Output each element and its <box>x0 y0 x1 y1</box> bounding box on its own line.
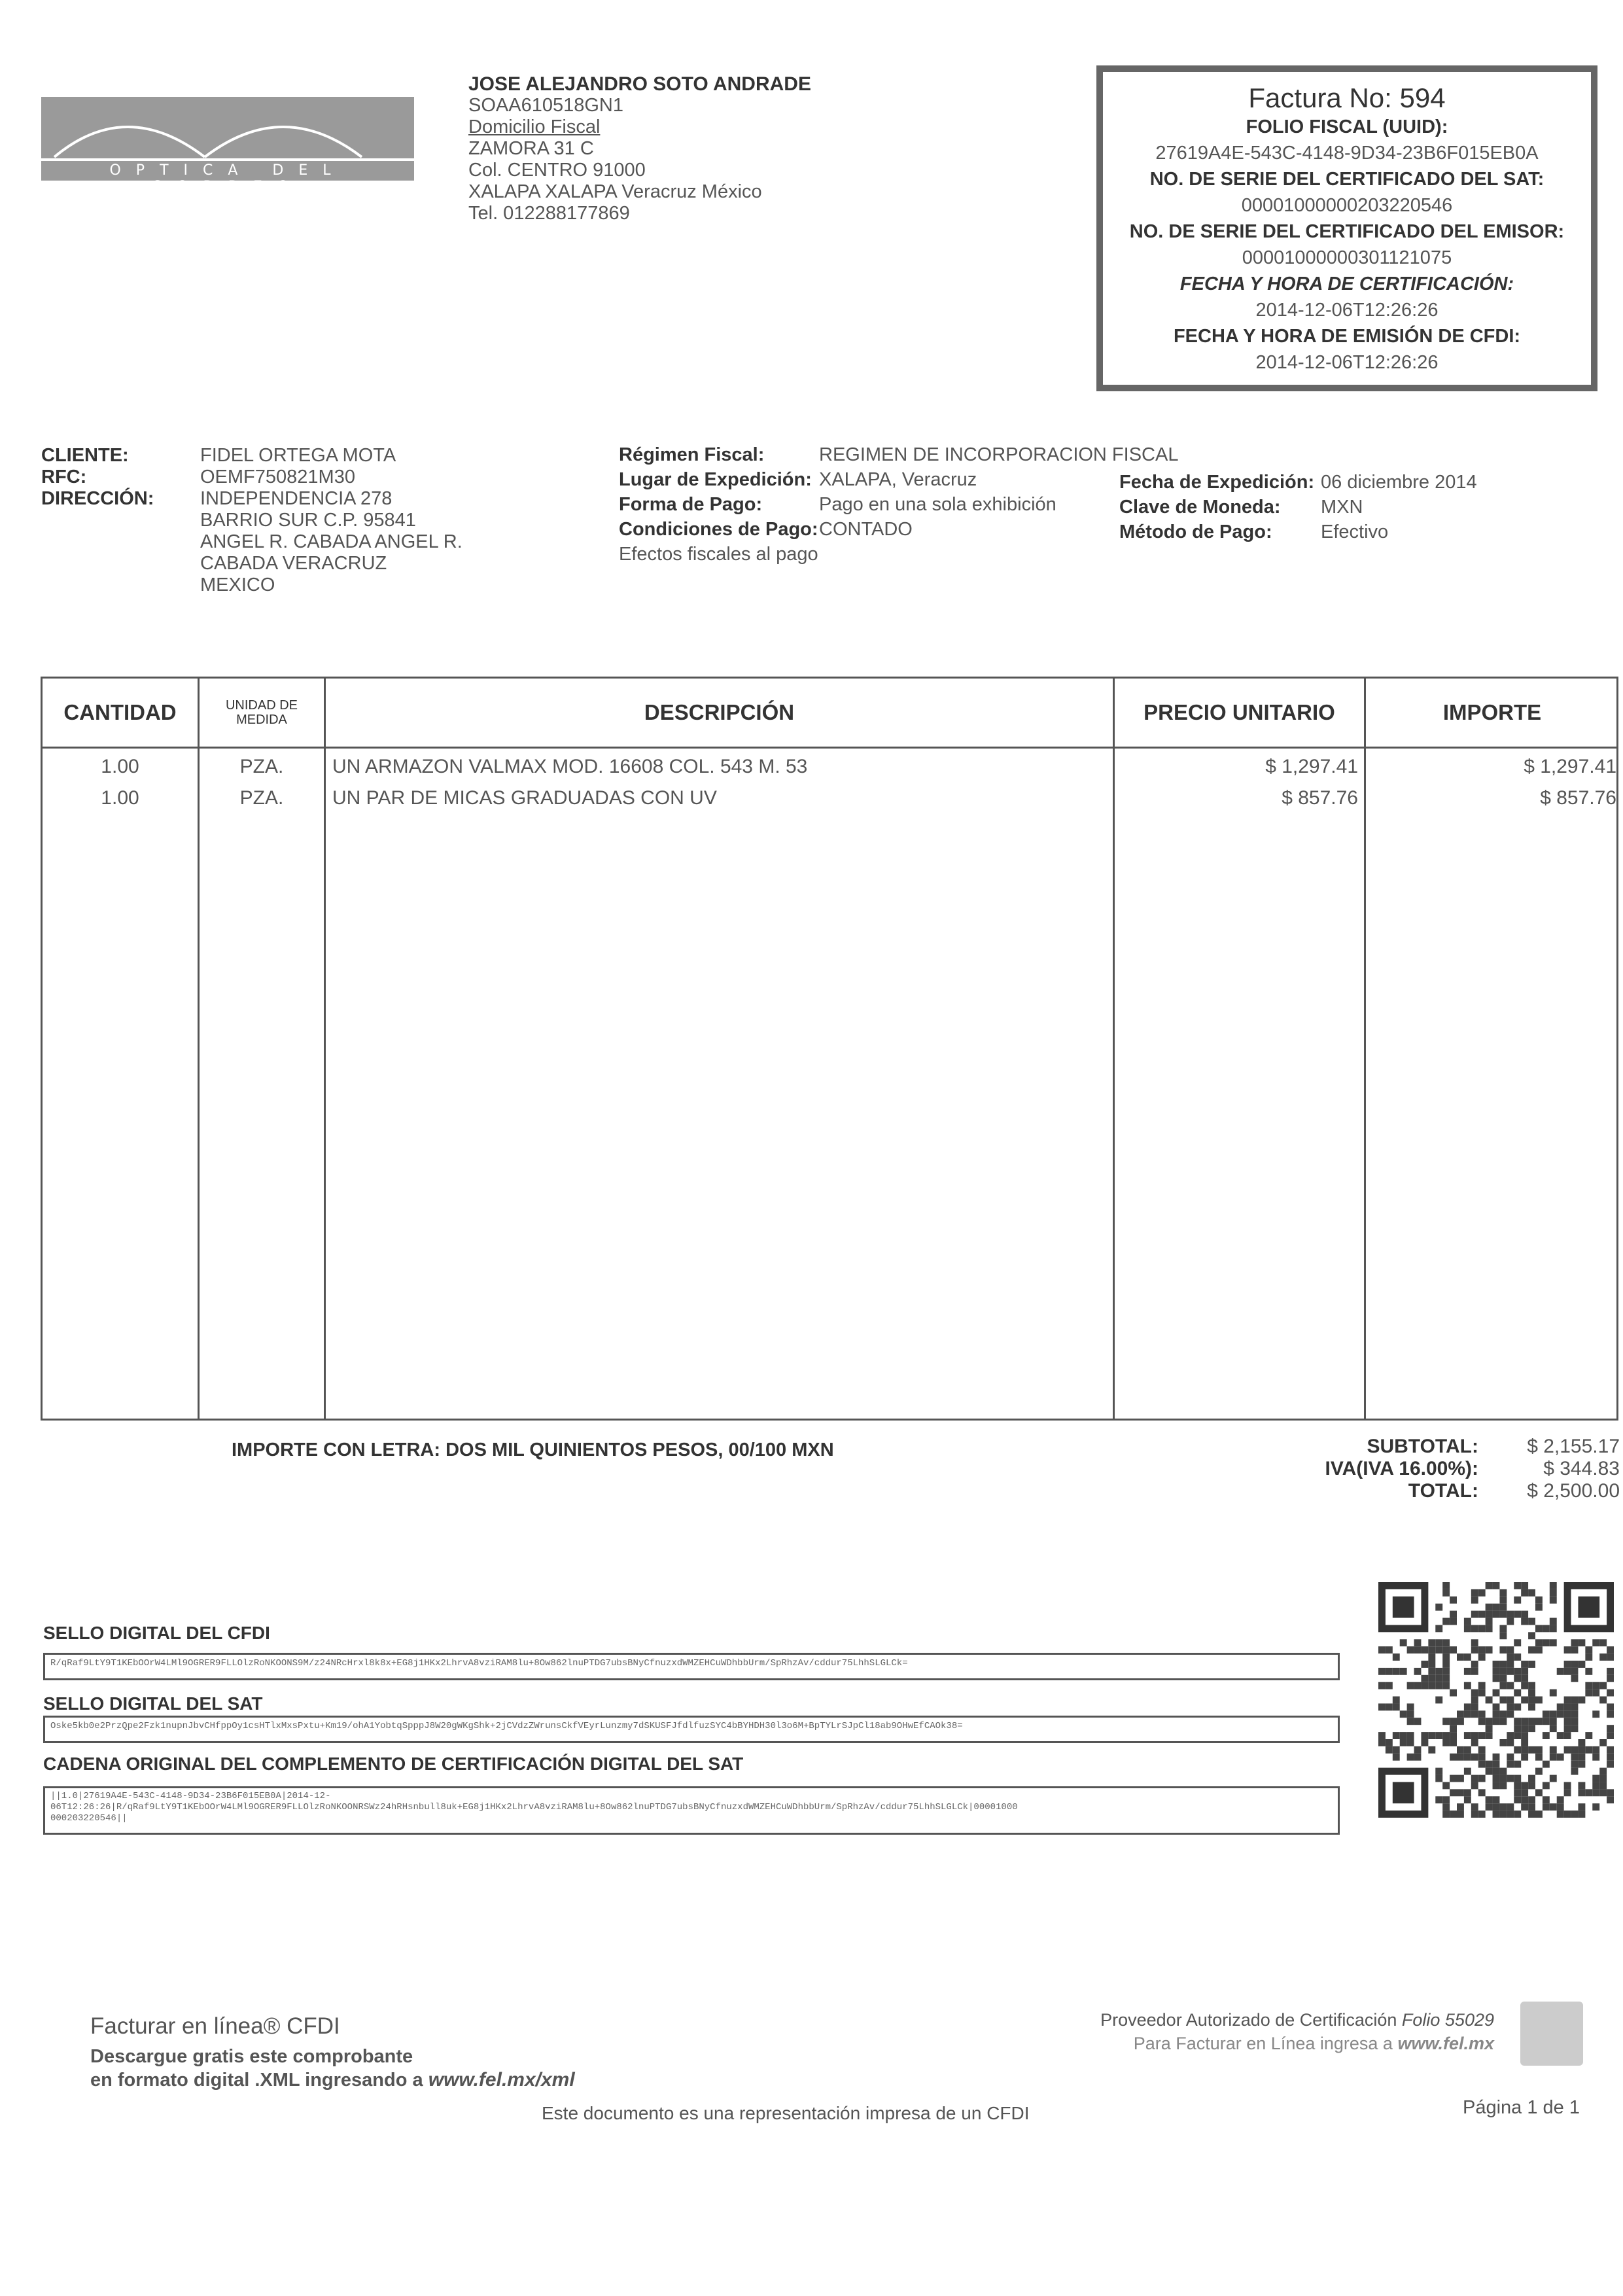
cadena-text: 000203220546|| <box>50 1813 128 1824</box>
col-header-precio: PRECIO UNITARIO <box>1143 700 1335 724</box>
sello-cfdi-box <box>43 1653 1340 1680</box>
issuer-domicilio-label: Domicilio Fiscal <box>468 116 601 137</box>
page-number: Página 1 de 1 <box>1463 2097 1580 2118</box>
cadena-original-label: CADENA ORIGINAL DEL COMPLEMENTO DE CERTIFICACIÓN DIGITAL DEL SAT <box>43 1754 744 1774</box>
cliente-label: CLIENTE: <box>41 445 129 466</box>
client-values <box>200 445 462 596</box>
subtotal-value: $ 2,155.17 <box>1527 1436 1620 1457</box>
fel-site-link[interactable]: www.fel.mx <box>1397 2034 1494 2053</box>
client-address-line: BARRIO SUR C.P. 95841 <box>200 510 416 531</box>
issuer-colonia: Col. CENTRO 91000 <box>468 160 646 181</box>
sat-cert-label: NO. DE SERIE DEL CERTIFICADO DEL SAT: <box>1149 169 1544 190</box>
cell-importe: $ 857.76 <box>1540 787 1616 809</box>
issuer-tel: Tel. 012288177869 <box>468 203 630 224</box>
items-table <box>41 677 1618 1421</box>
efectos-fiscales: Efectos fiscales al pago <box>619 544 818 565</box>
importe-letra-label: IMPORTE CON LETRA: <box>232 1439 440 1460</box>
cadena-original-box <box>43 1786 1340 1835</box>
issuer-city: XALAPA XALAPA Veracruz México <box>468 181 762 202</box>
provider-line2-text: Para Facturar en Línea ingresa a <box>1133 2034 1393 2053</box>
fecha-value: 06 diciembre 2014 <box>1321 472 1477 493</box>
fel-subtitle <box>90 2045 575 2092</box>
moneda-value: MXN <box>1321 497 1363 518</box>
uuid-value: 27619A4E-543C-4148-9D34-23B6F015EB0A <box>1155 143 1539 164</box>
emisor-cert-label: NO. DE SERIE DEL CERTIFICADO DEL EMISOR: <box>1129 221 1565 242</box>
col-header-importe: IMPORTE <box>1442 700 1542 724</box>
cell-cantidad: 1.00 <box>101 787 139 809</box>
uuid-label: FOLIO FISCAL (UUID): <box>1246 116 1448 137</box>
sello-sat-box <box>43 1716 1340 1743</box>
forma-value: Pago en una sola exhibición <box>819 494 1056 515</box>
cell-descripcion: UN PAR DE MICAS GRADUADAS CON UV <box>332 787 717 809</box>
condiciones-value: CONTADO <box>819 519 913 540</box>
client-address-line: CABADA VERACRUZ <box>200 553 387 574</box>
issuer-name: JOSE ALEJANDRO SOTO ANDRADE <box>468 73 811 95</box>
cadena-text: 06T12:26:26|R/qRaf9LtY9T1KEbOOrW4LMl9OGRER9FLLOlzRoNKOONRSWz24hRHsnbull8uk+EG8j1HKx2LhrvA8vziRAM8lu+8Ow862lnuPTDG7ubsBNyCfnuzxdWMZEHCuWDhbbUrm/SpRhzAv/cddur75LhhSLGLCk|00001000 <box>50 1802 1018 1812</box>
fiscal-info-box <box>1096 65 1597 391</box>
fel-line2 <box>90 2068 575 2092</box>
company-logo <box>41 97 414 195</box>
details-labels <box>619 442 818 567</box>
importe-letra-value: DOS MIL QUINIENTOS PESOS, 00/100 MXN <box>445 1439 834 1460</box>
col-header-unidad: UNIDAD DE MEDIDA <box>225 698 298 727</box>
iva-label: IVA(IVA 16.00%): <box>1325 1458 1478 1479</box>
iva-value: $ 344.83 <box>1543 1458 1620 1479</box>
rfc-label: RFC: <box>41 467 87 487</box>
qr-code-icon <box>1378 1582 1614 1818</box>
provider-info <box>994 2008 1494 2055</box>
cell-unidad: PZA. <box>239 787 284 809</box>
direccion-label: DIRECCIÓN: <box>41 488 154 509</box>
sat-cert-value: 00001000000203220546 <box>1241 195 1453 216</box>
cell-descripcion: UN ARMAZON VALMAX MOD. 16608 COL. 543 M. 53 <box>332 756 808 777</box>
cell-precio: $ 1,297.41 <box>1265 756 1358 777</box>
client-rfc: OEMF750821M30 <box>200 467 355 487</box>
sello-cfdi-text: R/qRaf9LtY9T1KEbOOrW4LMl9OGRER9FLLOlzRoNKOONS9M/z24NRcHrxl8k8x+EG8j1HKx2LhrvA8vziRAM8lu+8Ow862lnuPTDG7ubsBNyCfnuzxdWMZEHCuWDhbbUrm/SpRhzAv/cddur75LhhSLGLCk= <box>50 1658 908 1669</box>
cell-cantidad: 1.00 <box>101 756 139 777</box>
cert-date-value: 2014-12-06T12:26:26 <box>1255 300 1439 321</box>
metodo-value: Efectivo <box>1321 521 1389 542</box>
invoice-number: Factura No: 594 <box>1248 82 1446 113</box>
emision-date-label: FECHA Y HORA DE EMISIÓN DE CFDI: <box>1173 326 1521 347</box>
sello-sat-label: SELLO DIGITAL DEL SAT <box>43 1693 263 1714</box>
regimen-value: REGIMEN DE INCORPORACION FISCAL <box>819 444 1179 465</box>
cadena-text: ||1.0|27619A4E-543C-4148-9D34-23B6F015EB0A|2014-12- <box>50 1791 331 1801</box>
emisor-cert-value: 00001000000301121075 <box>1242 247 1452 268</box>
fel-xml-link[interactable]: www.fel.mx/xml <box>428 2069 575 2091</box>
client-address-line: ANGEL R. CABADA ANGEL R. <box>200 531 462 552</box>
total-label: TOTAL: <box>1408 1480 1478 1502</box>
issuer-block <box>468 73 811 224</box>
forma-label: Forma de Pago: <box>619 494 763 515</box>
provider-text: Proveedor Autorizado de Certificación <box>1100 2010 1397 2030</box>
provider-line2 <box>994 2032 1494 2055</box>
regimen-label: Régimen Fiscal: <box>619 444 765 465</box>
issuer-street: ZAMORA 31 C <box>468 138 594 159</box>
col-header-cantidad: CANTIDAD <box>63 700 177 724</box>
provider-line1 <box>994 2008 1494 2032</box>
subtotal-label: SUBTOTAL: <box>1367 1436 1478 1457</box>
fel-line1: Descargue gratis este comprobante <box>90 2046 413 2067</box>
client-address-line: INDEPENDENCIA 278 <box>200 488 393 509</box>
details-right-labels <box>1119 470 1314 544</box>
fel-title: Facturar en línea® CFDI <box>90 2013 340 2039</box>
client-labels <box>41 445 154 510</box>
provider-folio: Folio 55029 <box>1401 2010 1494 2030</box>
document-note: Este documento es una representación impresa de un CFDI <box>542 2103 1030 2123</box>
cert-date-label: FECHA Y HORA DE CERTIFICACIÓN: <box>1179 274 1514 294</box>
cell-precio: $ 857.76 <box>1282 787 1358 809</box>
sat-stamp-icon <box>1520 2002 1583 2066</box>
column-divider <box>324 679 326 1419</box>
condiciones-label: Condiciones de Pago: <box>619 519 818 540</box>
issuer-rfc: SOAA610518GN1 <box>468 95 623 116</box>
total-value: $ 2,500.00 <box>1527 1480 1620 1502</box>
importe-letra <box>232 1439 834 1461</box>
moneda-label: Clave de Moneda: <box>1119 497 1281 518</box>
col-header-descripcion: DESCRIPCIÓN <box>644 700 795 724</box>
sello-cfdi-label: SELLO DIGITAL DEL CFDI <box>43 1623 270 1643</box>
fel-line2-text: en formato digital .XML ingresando a <box>90 2070 423 2091</box>
header-divider <box>43 747 1616 749</box>
cell-importe: $ 1,297.41 <box>1524 756 1616 777</box>
lugar-value: XALAPA, Veracruz <box>819 469 977 490</box>
lugar-label: Lugar de Expedición: <box>619 469 812 490</box>
client-name: FIDEL ORTEGA MOTA <box>200 445 396 466</box>
logo-text: OPTICA DEL CORREO <box>109 162 346 195</box>
totals-values <box>1485 1436 1620 1502</box>
metodo-label: Método de Pago: <box>1119 521 1272 542</box>
details-right-values <box>1321 470 1477 544</box>
client-address-line: MEXICO <box>200 574 275 595</box>
sello-sat-text: Oske5kb0e2PrzQpe2Fzk1nupnJbvCHfppOy1csHTlxMxsPxtu+Km19/ohA1YobtqSpppJ8W20gWKgShk+2jCVdzZWrunsCkfVEyrLunzmy7dSKUSFJfdlfuzSYC4bBYHDH30l3o6M+BpTYLrSJpCl18ab9OHwEfCAOk38= <box>50 1721 963 1731</box>
fecha-label: Fecha de Expedición: <box>1119 472 1315 493</box>
totals-labels <box>1302 1436 1478 1502</box>
cell-unidad: PZA. <box>239 756 284 777</box>
emision-date-value: 2014-12-06T12:26:26 <box>1255 352 1439 373</box>
